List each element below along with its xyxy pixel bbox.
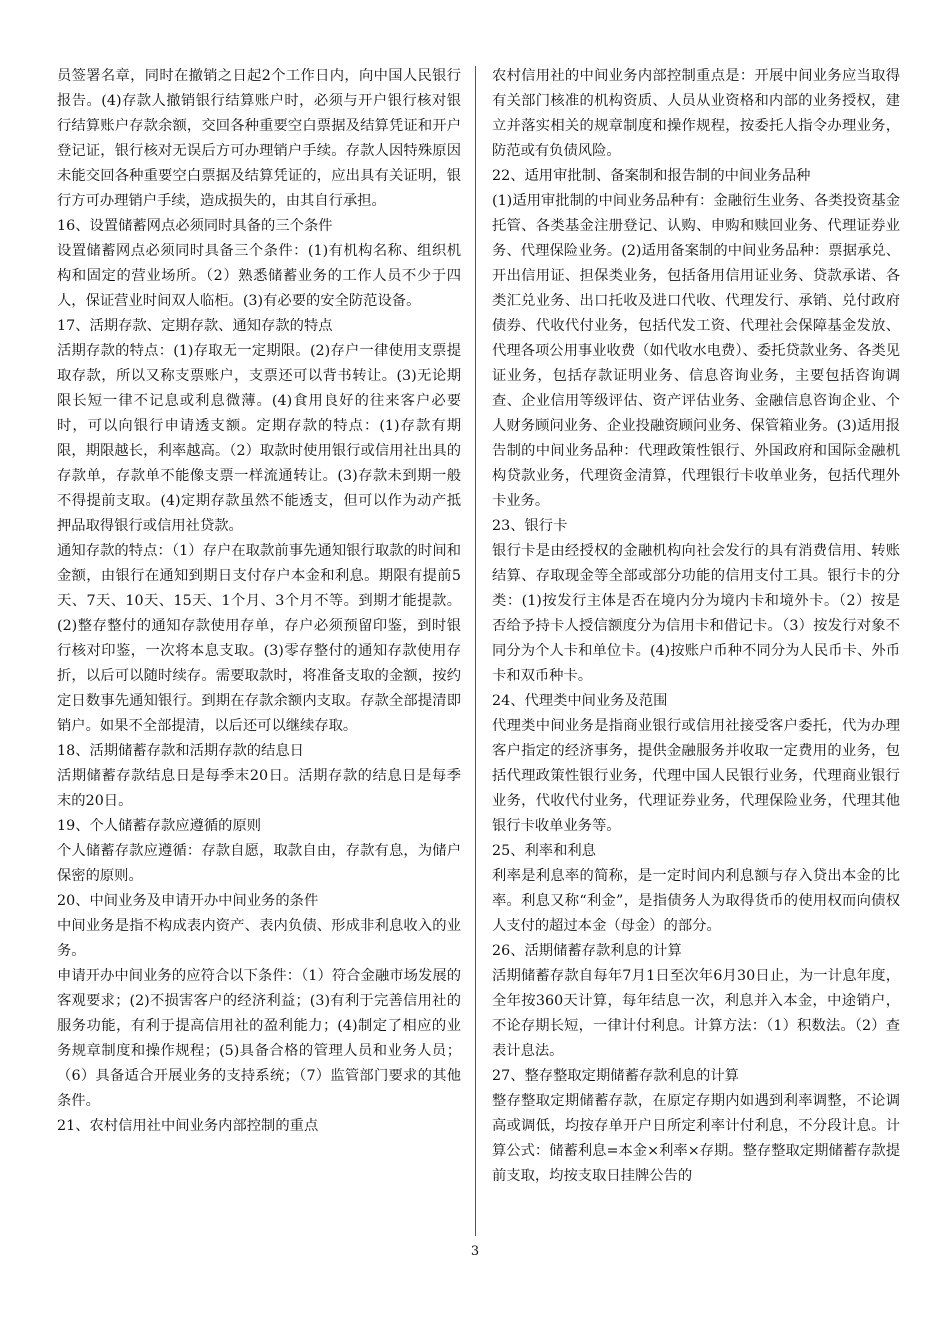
heading-18: 18、活期储蓄存款和活期存款的结息日 <box>57 743 304 759</box>
paragraph: 中间业务是指不构成表内资产、表内负债、形成非利息收入的业务。 <box>57 918 461 959</box>
paragraph: 活期储蓄存款结息日是每季末20日。活期存款的结息日是每季末的20日。 <box>57 768 461 809</box>
paragraph: 设置储蓄网点必须同时具备三个条件：(1)有机构名称、组织机构和固定的营业场所。（2）熟悉储蓄业务的工作人员不少于四人，保证营业时间双人临柜。(3)有必要的安全防范设备。 <box>57 243 461 309</box>
heading-24: 24、代理类中间业务及范围 <box>492 693 668 709</box>
paragraph: 利率是利息率的简称，是一定时间内利息额与存入贷出本金的比率。利息又称“利金”，是指债务人为取得货币的使用权而向债权人支付的超过本金（母金）的部分。 <box>492 868 900 934</box>
heading-19: 19、个人储蓄存款应遵循的原则 <box>57 818 262 834</box>
right-column <box>492 64 900 1189</box>
left-column <box>57 64 461 1139</box>
heading-26: 26、活期储蓄存款利息的计算 <box>492 943 682 959</box>
column-divider <box>475 66 476 1236</box>
paragraph: (1)适用审批制的中间业务品种有：金融衍生业务、各类投资基金托管、各类基金注册登记、认购、申购和赎回业务、代理证券业务、代理保险业务。(2)适用备案制的中间业务品种：票据承兑、开出信用证、担保类业务，包括备用信用证业务、贷款承诺、各类汇兑业务、出口托收及进口代收、代理发行、承销、兑付政府债券、代收代付业务，包括代发工资、代理社会保障基金发放、代理各项公用事业收费（如代收水电费）、委托贷款业务、各类见证业务，包括存款证明业务、信息咨询业务，主要包括咨询调查、企业信用等级评估、资产评估业务、金融信息咨询企业、个人财务顾问业务、企业投融资顾问业务、保管箱业务。(3)适用报告制的中间业务品种：代理政策性银行、外国政府和国际金融机构贷款业务，代理资金清算，代理银行卡收单业务，包括代理外卡业务。 <box>492 193 900 509</box>
paragraph-continued: 员签署名章，同时在撤销之日起2个工作日内，向中国人民银行报告。(4)存款人撤销银行结算账户时，必须与开户银行核对银行结算账户存款余额，交回各种重要空白票据及结算凭证和开户登记证，银行核对无误后方可办理销户手续。存款人因特殊原因未能交回各种重要空白票据及结算凭证的，应出具有关证明，银行方可办理销户手续，造成损失的，由其自行承担。 <box>57 68 461 209</box>
heading-21: 21、农村信用社中间业务内部控制的重点 <box>57 1118 319 1134</box>
heading-27: 27、整存整取定期储蓄存款利息的计算 <box>492 1068 739 1084</box>
heading-25: 25、利率和利息 <box>492 843 596 859</box>
heading-17: 17、活期存款、定期存款、通知存款的特点 <box>57 318 333 334</box>
paragraph: 通知存款的特点：（1）存户在取款前事先通知银行取款的时间和金额，由银行在通知到期日支付存户本金和利息。期限有提前5天、7天、10天、15天、1个月、3个月不等。到期才能提款。(2)整存整付的通知存款使用存单，存户必须预留印鉴，到时银行核对印鉴，一次将本息支取。(3)零存整付的通知存款使用存折，以后可以随时续存。需要取款时，将准备支取的金额，按约定日数事先通知银行。到期在存款余额内支取。存款全部提清即销户。如果不全部提清，以后还可以继续存取。 <box>57 543 461 734</box>
paragraph: 代理类中间业务是指商业银行或信用社接受客户委托，代为办理客户指定的经济事务，提供金融服务并收取一定费用的业务，包括代理政策性银行业务，代理中国人民银行业务，代理商业银行业务，代收代付业务，代理证券业务，代理保险业务，代理其他银行卡收单业务等。 <box>492 718 900 834</box>
paragraph: 农村信用社的中间业务内部控制重点是：开展中间业务应当取得有关部门核准的机构资质、人员从业资格和内部的业务授权，建立并落实相关的规章制度和操作规程，按委托人指令办理业务，防范或有负债风险。 <box>492 68 900 159</box>
paragraph: 申请开办中间业务的应符合以下条件：（1）符合金融市场发展的客观要求；(2)不损害客户的经济利益；(3)有利于完善信用社的服务功能，有利于提高信用社的盈利能力；(4)制定了相应的业务规章制度和操作规程；(5)具备合格的管理人员和业务人员；（6）具备适合开展业务的支持系统；（7）监管部门要求的其他条件。 <box>57 968 461 1109</box>
paragraph: 银行卡是由经授权的金融机构向社会发行的具有消费信用、转账结算、存取现金等全部或部分功能的信用支付工具。银行卡的分类：(1)按发行主体是否在境内分为境内卡和境外卡。（2）按是否给予持卡人授信额度分为信用卡和借记卡。（3）按发行对象不同分为个人卡和单位卡。(4)按账户币种不同分为人民币卡、外币卡和双币种卡。 <box>492 543 900 684</box>
paragraph: 活期储蓄存款自每年7月1日至次年6月30日止，为一计息年度，全年按360天计算，每年结息一次，利息并入本金，中途销户，不论存期长短，一律计付利息。计算方法：（1）积数法。（2）查表计息法。 <box>492 968 900 1059</box>
page-number: 3 <box>470 1244 480 1259</box>
paragraph: 个人储蓄存款应遵循：存款自愿，取款自由，存款有息，为储户保密的原则。 <box>57 843 461 884</box>
heading-16: 16、设置储蓄网点必须同时具备的三个条件 <box>57 218 333 234</box>
heading-22: 22、适用审批制、备案制和报告制的中间业务品种 <box>492 168 811 184</box>
heading-20: 20、中间业务及申请开办中间业务的条件 <box>57 893 319 909</box>
paragraph: 活期存款的特点：(1)存取无一定期限。(2)存户一律使用支票提取存款，所以又称支票账户，支票还可以背书转让。(3)无论期限长短一律不记息或利息微薄。(4)食用良好的往来客户必要时，可以向银行申请透支额。定期存款的特点：(1)存款有期限，期限越长，利率越高。（2）取款时使用银行或信用社出具的存款单，存款单不能像支票一样流通转让。(3)存款未到期一般不得提前支取。(4)定期存款虽然不能透支，但可以作为动产抵押品取得银行或信用社贷款。 <box>57 343 461 534</box>
heading-23: 23、银行卡 <box>492 518 568 534</box>
paragraph: 整存整取定期储蓄存款，在原定存期内如遇到利率调整，不论调高或调低，均按存单开户日所定利率计付利息，不分段计息。计算公式：储蓄利息=本金×利率×存期。整存整取定期储蓄存款提前支取，均按支取日挂牌公告的 <box>492 1093 900 1184</box>
